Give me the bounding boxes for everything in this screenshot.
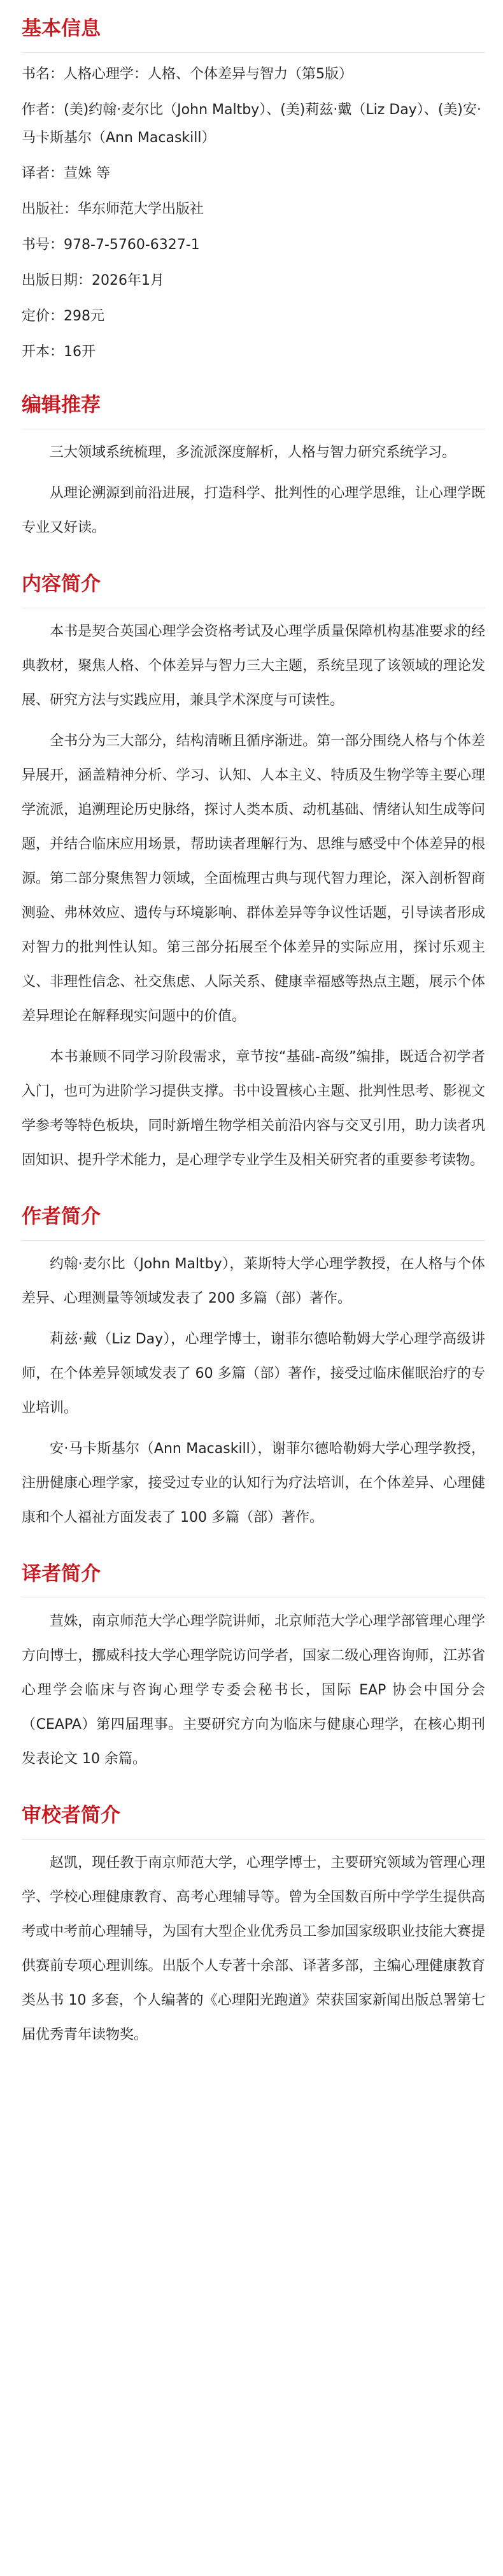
paragraph: 全书分为三大部分，结构清晰且循序渐进。第一部分围绕人格与个体差异展开，涵盖精神分析、学习、认知、人本主义、特质及生物学等主要心理学流派，追溯理论历史脉络，探讨人类本质、动机基础、情绪认知生成等问题，并结合临床应用场景，帮助读者理解行为、思维与感受中个体差异的根源。第二部分聚焦智力领域，全面梳理古典与现代智力理论，深入剖析智商测验、弗林效应、遗传与环境影响、群体差异等争议性话题，引导读者形成对智力的批判性认知。第三部分拓展至个体差异的实际应用，探讨乐观主义、非理性信念、社交焦虑、人际关系、健康幸福感等热点主题，展示个体差异理论在解释现实问题中的价值。 (22, 733, 485, 1024)
section-title: 审校者简介 (22, 1801, 485, 1840)
info-label: 开本： (22, 344, 64, 360)
section-title: 编辑推荐 (22, 390, 485, 429)
info-label: 书名： (22, 66, 64, 82)
info-label: 出版日期： (22, 273, 92, 289)
info-label: 定价： (22, 308, 64, 324)
info-value: 978-7-5760-6327-1 (64, 237, 200, 253)
reviewer-intro-section (22, 1801, 485, 2052)
author-intro-section (22, 1202, 485, 1535)
info-value: (美)约翰·麦尔比（John Maltby）、(美)莉兹·戴（Liz Day）、(美)安·马卡斯基尔（Ann Macaskill） (22, 102, 481, 146)
info-value: 华东师范大学出版社 (78, 201, 204, 217)
paragraph: 三大领域系统梳理，多流派深度解析，人格与智力研究系统学习。 (50, 445, 457, 461)
info-label: 书号： (22, 237, 64, 253)
info-row (22, 338, 485, 366)
section-title: 译者简介 (22, 1559, 485, 1598)
content-intro-section (22, 569, 485, 1178)
info-value: 2026年1月 (92, 273, 165, 289)
paragraph: 赵凯，现任教于南京师范大学，心理学博士，主要研究领域为管理心理学、学校心理健康教育、高考心理辅导等。曾为全国数百所中学学生提供高考或中考前心理辅导，为国有大型企业优秀员工参加国家级职业技能大赛提供赛前专项心理训练。出版个人专著十余部、译著多部，主编心理健康教育类丛书 10 多套，个人编著的《心理阳光跑道》荣获国家新闻出版总署第七届优秀青年读物奖。 (22, 1855, 485, 2043)
paragraph: 约翰·麦尔比（John Maltby），莱斯特大学心理学教授，在人格与个体差异、心理测量等领域发表了 200 多篇（部）著作。 (22, 1256, 485, 1306)
info-row (22, 61, 485, 89)
info-label: 译者： (22, 166, 64, 182)
info-row (22, 231, 485, 259)
section-title: 内容简介 (22, 569, 485, 608)
info-row (22, 303, 485, 331)
info-row (22, 96, 485, 152)
info-label: 作者： (22, 102, 64, 118)
paragraph: 从理论溯源到前沿进展，打造科学、批判性的心理学思维，让心理学既专业又好读。 (22, 485, 485, 536)
paragraph: 荁姝，南京师范大学心理学院讲师，北京师范大学心理学部管理心理学方向博士，挪威科技大学心理学院访问学者，国家二级心理咨询师，江苏省心理学会临床与咨询心理学专委会秘书长，国际 EAP 协会中国分会（CEAPA）第四届理事。主要研究方向为临床与健康心理学，在核心期刊发表论文 10 余篇。 (22, 1614, 485, 1767)
section-title: 作者简介 (22, 1202, 485, 1241)
paragraph: 莉兹·戴（Liz Day），心理学博士，谢菲尔德哈勒姆大学心理学高级讲师，在个体差异领域发表了 60 多篇（部）著作，接受过临床催眠治疗的专业培训。 (22, 1331, 485, 1416)
basic-info-section (22, 14, 485, 366)
info-value: 荁姝 等 (64, 166, 111, 182)
paragraph: 安·马卡斯基尔（Ann Macaskill），谢菲尔德哈勒姆大学心理学教授，注册健康心理学家，接受过专业的认知行为疗法培训，在个体差异、心理健康和个人福祉方面发表了 100 多篇（部）著作。 (22, 1441, 485, 1526)
paragraph: 本书是契合英国心理学会资格考试及心理学质量保障机构基准要求的经典教材，聚焦人格、个体差异与智力三大主题，系统呈现了该领域的理论发展、研究方法与实践应用，兼具学术深度与可读性。 (22, 624, 485, 708)
info-value: 16开 (64, 344, 96, 360)
editor-recommend-section (22, 390, 485, 545)
info-row (22, 196, 485, 224)
info-row (22, 267, 485, 295)
info-row (22, 160, 485, 188)
section-title: 基本信息 (22, 14, 485, 53)
info-value: 298元 (64, 308, 105, 324)
info-value: 人格心理学：人格、个体差异与智力（第5版） (64, 66, 353, 82)
translator-intro-section (22, 1559, 485, 1777)
info-label: 出版社： (22, 201, 78, 217)
paragraph: 本书兼顾不同学习阶段需求，章节按“基础-高级”编排，既适合初学者入门，也可为进阶学习提供支撑。书中设置核心主题、批判性思考、影视文学参考等特色板块，同时新增生物学相关前沿内容与交叉引用，助力读者巩固知识、提升学术能力，是心理学专业学生及相关研究者的重要参考读物。 (22, 1049, 485, 1168)
